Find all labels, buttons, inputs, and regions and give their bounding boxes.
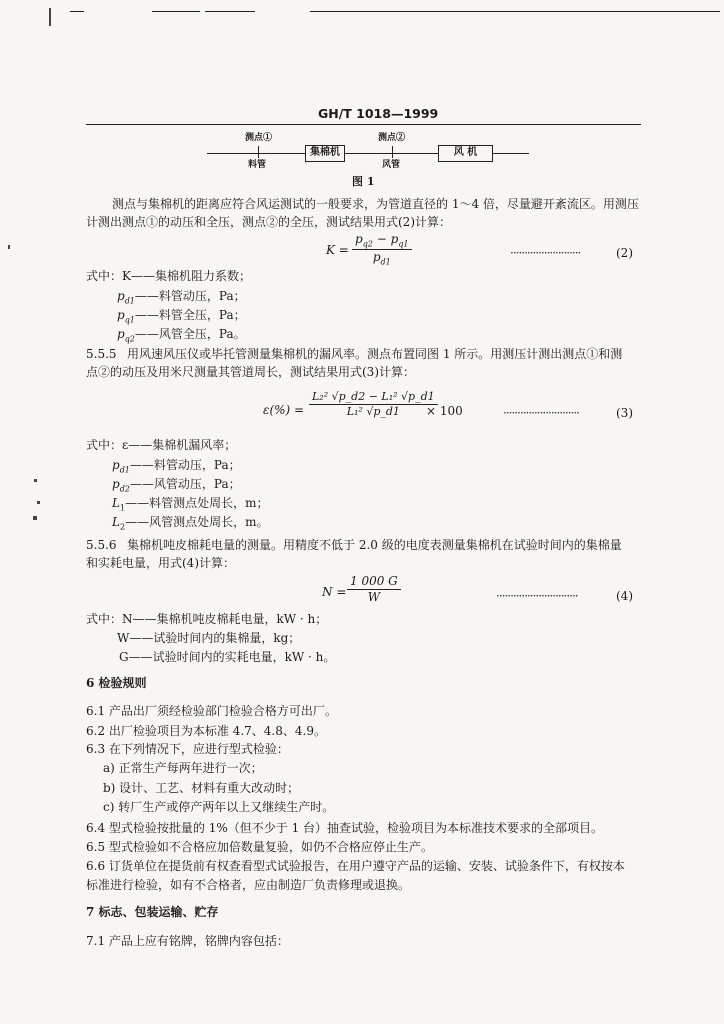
margin-mark (34, 479, 37, 482)
list-item-b: b) 设计、工艺、材料有重大改动时； (103, 781, 300, 795)
clause-6-4: 6.4 型式检验按批量的 1%（但不少于 1 台）抽查试验，检验项目为本标准技术要求的全部项目。 (86, 821, 604, 835)
vars3-intro: 式中： (86, 438, 123, 452)
eq4-leader: ····························· (496, 589, 578, 603)
var-N: 式中：N——集棉机吨皮棉耗电量，kW · h； (86, 612, 328, 626)
eq2-denominator: $p_{d1}$ (372, 250, 391, 267)
clause-6-6-cont: 标准进行检验，如有不合格者，应由制造厂负责修理或退换。 (86, 878, 411, 892)
list-item-c: c) 转厂生产或停产两年以上又继续生产时。 (103, 800, 335, 814)
var-L1: $L_1——$料管测点处周长，m； (112, 496, 269, 513)
eq2-tag: (2) (616, 246, 633, 260)
eq3-tag: (3) (616, 406, 633, 420)
var-epsilon: ε——集棉机漏风率； (122, 438, 237, 452)
paragraph-line: 点②的动压及用米尺测量其管道周长，测试结果用式(3)计算： (86, 365, 416, 379)
eq3-times: × 100 (426, 404, 463, 418)
eq4-tag: (4) (616, 589, 633, 603)
paragraph-line: 集棉机吨皮棉耗电量的测量。用精度不低于 2.0 级的电度表测量集棉机在试验时间内的集棉量 (127, 538, 622, 552)
figure-caption: 图 1 (352, 175, 375, 188)
eq4-numerator: 1 000 G (347, 574, 401, 590)
paragraph-line: 和实耗电量，用式(4)计算： (86, 556, 235, 570)
eq3-numerator: L₂² √p_d2 − L₁² √p_d1 (309, 390, 438, 405)
eq3-denominator: L₁² √p_d1 (346, 405, 400, 418)
paragraph-line: 用风速风压仪或毕托管测量集棉机的漏风率。测点布置同图 1 所示。用测压计测出测点①和测 (127, 347, 623, 361)
eq3-fraction (309, 390, 438, 418)
section-number: 5.5.6 (86, 538, 117, 552)
margin-mark (33, 516, 37, 520)
point2-tick (392, 146, 393, 158)
eq4-denominator: W (367, 590, 381, 604)
clause-7-1: 7.1 产品上应有铭牌，铭牌内容包括： (86, 934, 289, 948)
vars2-intro: 式中： (86, 269, 123, 283)
standard-id: GH/T 1018—1999 (318, 106, 439, 121)
margin-mark (8, 245, 10, 249)
eq4-lhs: N = (322, 585, 347, 599)
point1-label: 测点① (245, 133, 273, 143)
scan-rule (310, 11, 720, 12)
var-G: G——试验时间内的实耗电量，kW · h。 (119, 650, 336, 664)
scan-rule (205, 11, 255, 12)
point1-tick (258, 146, 259, 158)
var-pq2: $p_{q2}——$风管全压，Pa。 (117, 327, 246, 344)
pipe-line (207, 153, 305, 154)
cotton-collector-box: 集棉机 (305, 145, 345, 162)
clause-6-3: 6.3 在下列情况下，应进行型式检验： (86, 742, 289, 756)
eq2-lhs: K = (326, 243, 349, 257)
clause-6-2: 6.2 出厂检验项目为本标准 4.7、4.8、4.9。 (86, 724, 326, 738)
pipe-line (491, 153, 529, 154)
var-W: W——试验时间内的集棉量，kg； (117, 631, 301, 645)
var-pd1: $p_{d1}——$料管动压，Pa； (112, 458, 241, 475)
paragraph-line: 计测出测点①的动压和全压，测点②的全压，测试结果用式(2)计算： (86, 215, 452, 229)
list-item-a: a) 正常生产每两年进行一次； (103, 761, 263, 775)
var-K: K——集棉机阻力系数； (122, 269, 251, 283)
eq3-lhs: ε(%) = (263, 403, 305, 417)
var-pd2: $p_{d2}——$风管动压，Pa； (112, 477, 241, 494)
scan-rule (70, 11, 84, 12)
paragraph-line: 测点与集棉机的距离应符合风运测试的一般要求，为管道直径的 1～4 倍，尽量避开紊流区。用测压 (112, 197, 639, 211)
section-6-heading: 6 检验规则 (86, 676, 147, 690)
fan-box: 风 机 (438, 145, 493, 162)
eq2-numerator: $p_{q2} - p_{q1}$ (352, 232, 412, 250)
var-pq1: $p_{q1}——$料管全压，Pa； (117, 308, 246, 325)
pipe2-label: 风管 (382, 160, 401, 170)
header-rule (86, 124, 641, 125)
margin-mark (37, 501, 40, 504)
eq2-fraction (352, 232, 412, 267)
var-pd1: $p_{d1}——$料管动压，Pa； (117, 289, 246, 306)
eq2-leader: ························· (510, 246, 581, 260)
scan-mark (49, 8, 51, 26)
clause-6-6: 6.6 订货单位在提货前有权查看型式试验报告，在用户遵守产品的运输、安装、试验条件下，有权按本 (86, 859, 625, 873)
clause-6-1: 6.1 产品出厂须经检验部门检验合格方可出厂。 (86, 704, 337, 718)
pipe1-label: 料管 (248, 160, 267, 170)
var-L2: $L_2——$风管测点处周长，m。 (112, 515, 269, 532)
pipe-line (343, 153, 438, 154)
point2-label: 测点② (378, 133, 406, 143)
scan-rule (152, 11, 200, 12)
eq4-fraction (347, 574, 401, 604)
section-7-heading: 7 标志、包装运输、贮存 (86, 905, 219, 919)
section-number: 5.5.5 (86, 347, 117, 361)
eq3-leader: ··························· (503, 406, 579, 420)
clause-6-5: 6.5 型式检验如不合格应加倍数量复验，如仍不合格应停止生产。 (86, 840, 433, 854)
